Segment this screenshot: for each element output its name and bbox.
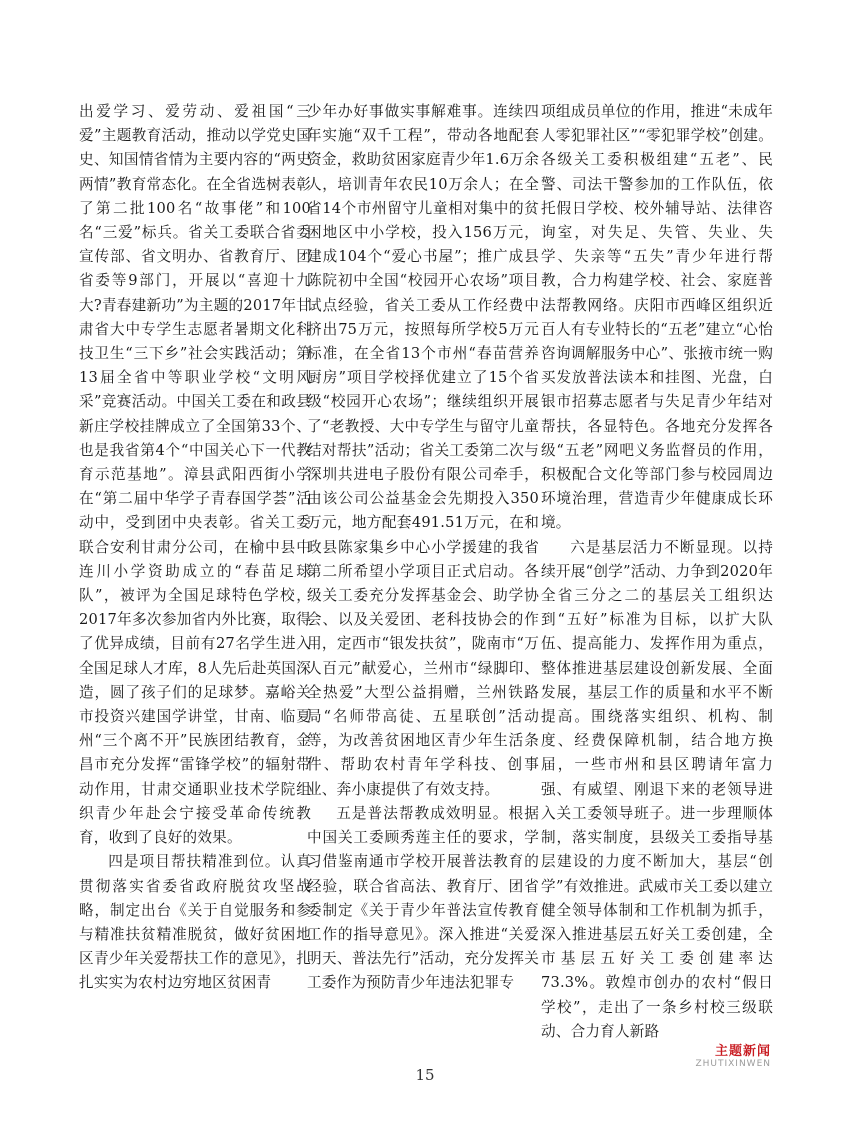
text-column-1 — [79, 100, 311, 996]
paragraph: 项组成员单位的作用，推进“未成年人零犯罪社区”“零犯罪学校”创建。各级关工委积极组建“五老”、民警、司法干警参加的工作队伍，依托假日学校、校外辅导站、法律咨询室，对失足、失管、失业、失学、失亲等“五失”青少年进行帮教，合力构建学校、社会、家庭普法帮教网络。庆阳市西峰区组织近百人有专业特长的“五老”建立“心怡咨询调解服务中心”、张掖市统一购买发放普法读本和挂图、光盘，白银市招募志愿者与失足青少年结对帮扶，各显特色。各地充分发挥各级“五老”网吧义务监督员的作用，积极配合文化等部门参与校园周边环境治理，营造青少年健康成长环境。 — [541, 103, 773, 532]
text-column-2 — [307, 100, 539, 996]
text-column-3 — [541, 100, 773, 1044]
paragraph: 出爱学习、爱劳动、爱祖国“三爱”主题教育活动，推动以学党史国史、知国情省情为主要内容的“两史两情”教育常态化。在全省选树表彰了第二批100名“故事佬”和100名“三爱”标兵。省关工委联合省委宣传部、省文明办、省教育厅、团省委等9部门，开展以“喜迎十九大?青春建新功”为主题的2017年甘肃省大中专学生志愿者暑期文化科技卫生“三下乡”社会实践活动；第13届全省中等职业学校“文明风采”竞赛活动。中国关工委在和政县新庄学校挂牌成立了全国第33个、也是我省第4个“中国关心下一代教育示范基地”。漳县武阳西街小学在“第二届中华学子青春国学荟”活动中，受到团中央表彰。省关工委联合安利甘肃分公司，在榆中县中连川小学资助成立的“春苗足球队”，被评为全国足球特色学校，2017年多次参加省内外比赛，取得了优异成绩，目前有27名学生进入全国足球人才库，8人先后赴英国深造，圆了孩子们的足球梦。嘉峪关市投资兴建国学讲堂，甘南、临夏州“三个离不开”民族团结教育，金昌市充分发挥“雷锋学校”的辐射带动作用，甘肃交通职业技术学院组织青少年赴会宁接受革命传统教育，收到了良好的效果。 — [79, 103, 311, 847]
logo-pinyin: ZHUTIXINWEN — [695, 1059, 771, 1069]
paragraph: 五是普法帮教成效明显。根据中国关工委顾秀莲主任的要求，学习借鉴南通市学校开展普法教育的经验，联合省高法、教育厅、团省委制定《关于青少年普法宣传教育工作的指导意见》。深入推进“关爱明天、普法先行”活动，充分发挥关工委作为预防青少年违法犯罪专 — [307, 804, 539, 992]
paragraph: 六是基层活力不断显现。以持续开展“创学”活动、力争到2020年全省三分之二的基层关工组织达到“五好”标准为目标，以扩大队伍、提高能力、发挥作用为重点，整体推进基层建设创新发展、全面发展，基层工作的质量和水平不断提高。围绕落实组织、机构、制度、经费保障机制，结合地方换届，一些市州和县区聘请年富力强、有威望、刚退下来的老领导进入关工委领导班子。进一步理顺体制，落实制度，县级关工委指导基层建设的力度不断加大，基层“创学”有效推进。武威市关工委以建立健全领导体制和工作机制为抓手，深入推进基层五好关工委创建，全市基层五好关工委创建率达73.3%。敦煌市创办的农村“假日学校”，走出了一条乡村校三级联动、合力育人新路 — [541, 538, 773, 1040]
logo-chinese: 主题新闻 — [714, 1044, 771, 1059]
magazine-logo — [695, 1040, 771, 1069]
paragraph: 四是项目帮扶精准到位。认真贯彻落实省委省政府脱贫攻坚战略，制定出台《关于自觉服务和参与精准扶贫精准脱贫，做好贫困地区青少年关爱帮扶工作的意见》，扎扎实实为农村边穷地区贫困青 — [79, 853, 311, 992]
page-number: 15 — [415, 1066, 435, 1084]
paragraph: 少年办好事做实事解难事。连续四年实施“双千工程”，带动各地配套资金，救助贫困家庭青少年1.6万余人，培训青年农民10万余人；在全省14个市州留守儿童相对集中的贫困地区中小学校，投入156万元，建成104个“爱心书屋”；推广成县陈院初中全国“校园开心农场”项目试点经验，省关工委从工作经费中挤出75万元，按照每所学校5万元标准，在全省13个市州“春苗营养厨房”项目学校择优建立了15个省级“校园开心农场”；继续组织开展了“老教授、大中专学生与留守儿童结对帮扶”活动；省关工委第二次与深圳共进电子股份有限公司牵手，由该公司公益基金会先期投入350万元，地方配套491.51万元，在和政县陈家集乡中心小学援建的我省第二所希望小学项目正式启动。各级关工委充分发挥基金会、助学协会、以及关爱团、老科技协会的作用，定西市“银发扶贫”，陇南市“万人百元”献爱心，兰州市“绿脚印、全热爱”大型公益捐赠，兰州铁路局“名师带高徒、五星联创”活动等，为改善贫困地区青少年生活条件、帮助农村青年学科技、创事业、奔小康提供了有效支持。 — [307, 103, 539, 798]
